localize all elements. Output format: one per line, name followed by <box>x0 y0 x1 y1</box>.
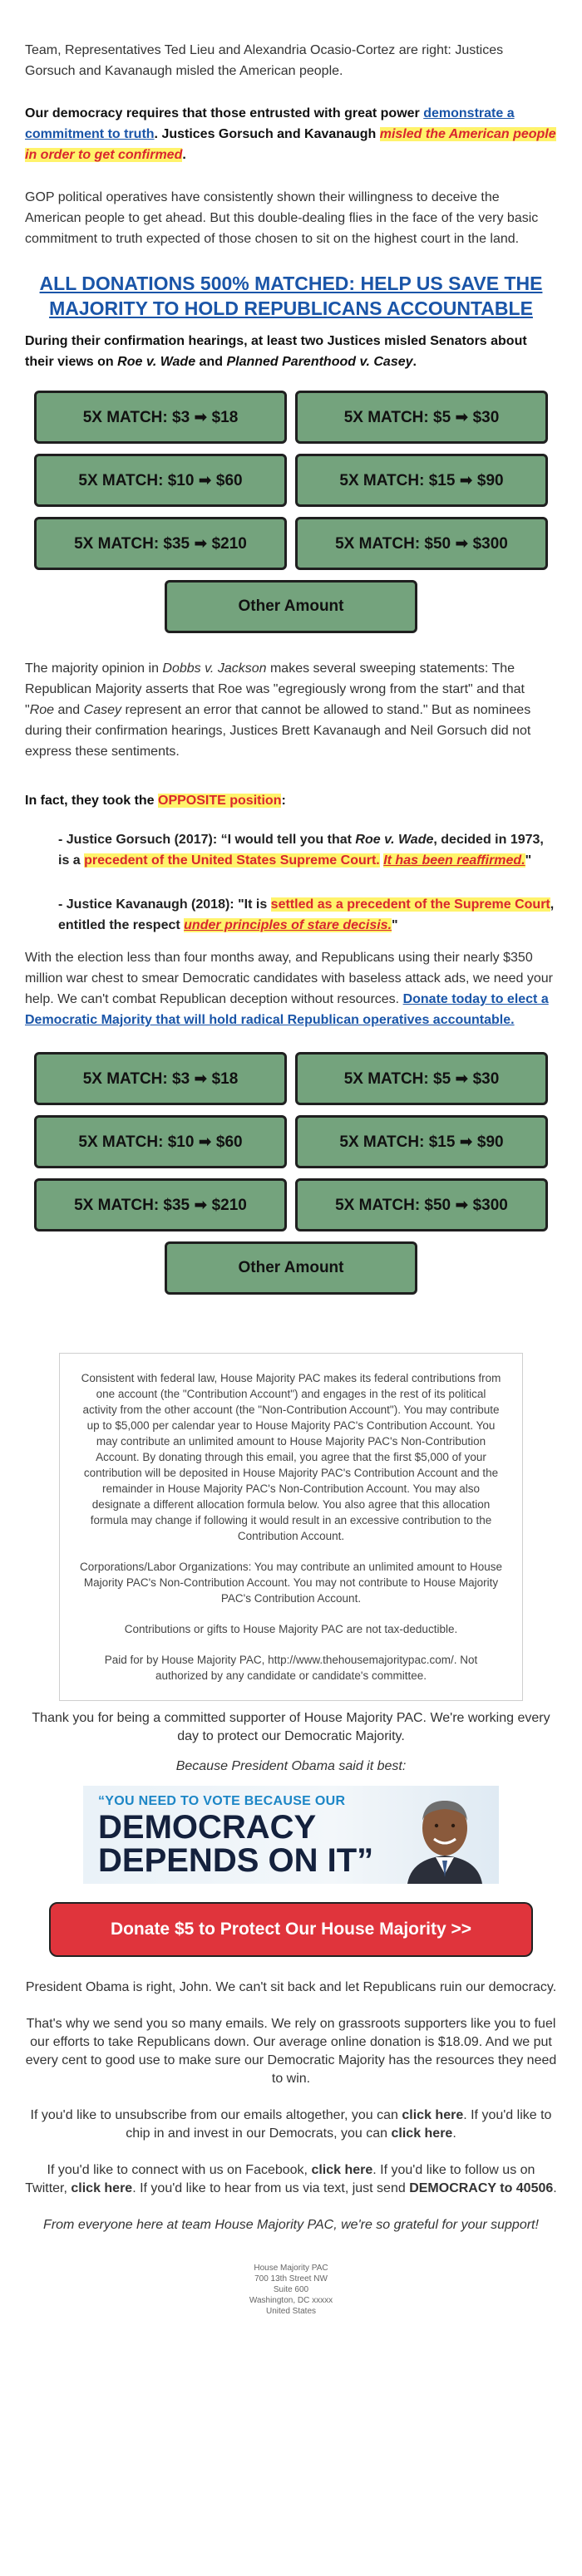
disclaimer-corporations: Corporations/Labor Organizations: You may contribute an unlimited amount to House Majority PAC's Non-Contribution Account. You may not contribute to House Majority PAC's Contribution Account. <box>79 1561 503 1605</box>
donate-3-button[interactable]: 5X MATCH: $3 ➡ $18 <box>34 1052 287 1105</box>
donate-50-button[interactable]: 5X MATCH: $50 ➡ $300 <box>295 1178 548 1231</box>
donate-10-button[interactable]: 5X MATCH: $10 ➡ $60 <box>34 454 287 507</box>
because-line: Because President Obama said it best: <box>175 1759 407 1773</box>
unsubscribe-link[interactable]: click here <box>402 2108 464 2122</box>
disclaimer-accounts: Consistent with federal law, House Majority PAC makes its federal contributions from one account (the "Contribution Account") and engages in the rest of its political activity from the other account (the "Non-Contribution Account"). You may contribute up to $5,000 per calendar year to House Majority PAC's Contribution Account. You may contribute an unlimited amount to House Majority PAC's Non-Contribution Account. By donating through this email, you agree that the first $5,000 of your contribution will be deposited in House Majority PAC's Contribution Account and the remainder in House Majority PAC's Non-Contribution Account. You may also designate a different allocation formula below. You also agree that this allocation formula may change if following it would result in an excessive contribution to the Contribution Account. <box>81 1372 501 1542</box>
unsubscribe-paragraph <box>25 2107 557 2143</box>
majority-paragraph <box>25 658 557 762</box>
address-line: Suite 600 <box>273 2285 309 2294</box>
unsub-text: . <box>452 2126 456 2141</box>
election-paragraph <box>25 947 557 1030</box>
truth-link[interactable]: demonstrate a commitment to truth <box>25 106 515 141</box>
during-paragraph <box>25 331 557 372</box>
during-text: and <box>195 355 227 369</box>
during-text: . <box>412 355 417 369</box>
donate-35-button[interactable]: 5X MATCH: $35 ➡ $210 <box>34 1178 287 1231</box>
quote-speaker: - Justice Kavanaugh (2018): <box>58 897 239 912</box>
stare-decisis-highlight: under principles of stare decisis. <box>184 918 392 932</box>
lead-text: . Justices Gorsuch and Kavanaugh <box>154 127 380 141</box>
donate-10-button[interactable]: 5X MATCH: $10 ➡ $60 <box>34 1115 287 1168</box>
settled-highlight: settled as a precedent of the Supreme Court <box>270 897 550 912</box>
email-body <box>25 0 557 2317</box>
donate-5-cta-button[interactable]: Donate $5 to Protect Our House Majority >> <box>49 1902 533 1957</box>
other-amount-button[interactable]: Other Amount <box>165 580 417 633</box>
why-paragraph: That's why we send you so many emails. We rely on grassroots supporters like you to fuel our efforts to take Republicans down. Our average online donation is $18.09. And we put every cent to good use to make sure our Democratic Majority has the resources they need to win. <box>25 2017 557 2086</box>
donate-5-button[interactable]: 5X MATCH: $5 ➡ $30 <box>295 1052 548 1105</box>
mailing-address <box>25 2263 557 2317</box>
address-line: House Majority PAC <box>254 2264 328 2273</box>
precedent-highlight: precedent of the United States Supreme Court. <box>84 853 380 868</box>
quote-text: "It is <box>238 897 271 912</box>
gorsuch-quote <box>58 829 557 871</box>
social-paragraph <box>25 2161 557 2198</box>
donate-15-button[interactable]: 5X MATCH: $15 ➡ $90 <box>295 454 548 507</box>
lead-text: . <box>182 148 186 162</box>
case-name: Planned Parenthood v. Casey <box>226 355 413 369</box>
match-headline-link[interactable]: ALL DONATIONS 500% MATCHED: HELP US SAVE THE MAJORITY TO HOLD REPUBLICANS ACCOUNTABLE <box>39 273 543 319</box>
disclaimer-paid-for: Paid for by House Majority PAC, http://www.thehousemajoritypac.com/. Not authorized by any candidate or candidate's committee. <box>104 1654 478 1682</box>
fact-text: : <box>281 794 286 808</box>
chip-in-link[interactable]: click here <box>391 2126 453 2141</box>
donate-15-button[interactable]: 5X MATCH: $15 ➡ $90 <box>295 1115 548 1168</box>
reaffirmed-highlight: It has been reaffirmed. <box>383 853 525 868</box>
banner-line-1: “YOU NEED TO VOTE BECAUSE OUR <box>98 1794 346 1808</box>
quote-text: , decided in 1973, is a <box>58 833 544 868</box>
case-name: Roe <box>29 703 55 717</box>
majority-text: makes several sweeping statements: The Republican Majority asserts that Roe was "egregiously wrong from the start" and that " <box>25 661 525 717</box>
disclaimer-tax: Contributions or gifts to House Majority PAC are not tax-deductible. <box>124 1623 458 1635</box>
banner-line-3: DEPENDS ON IT” <box>98 1842 374 1879</box>
text-code: DEMOCRACY to 40506 <box>409 2181 554 2195</box>
opposite-highlight: OPPOSITE position <box>158 794 282 808</box>
obama-right-paragraph: President Obama is right, John. We can't sit back and let Republicans ruin our democracy. <box>25 1980 557 1994</box>
majority-text: represent an error that cannot be allowed to stand." But as nominees during their confirmation hearings, Justices Brett Kavanaugh and Neil Gorsuch did not express these sentiments. <box>25 703 531 759</box>
legal-disclaimer <box>59 1353 523 1701</box>
during-text: During their confirmation hearings, at least two Justices misled Senators about their views on <box>25 334 527 369</box>
obama-portrait-image <box>399 1791 491 1884</box>
unsub-text: . If you'd like to chip in and invest in our Democrats, you can <box>126 2108 552 2141</box>
majority-text: The majority opinion in <box>25 661 163 676</box>
lead-paragraph <box>25 103 557 165</box>
twitter-link[interactable]: click here <box>71 2181 133 2195</box>
quote-text: " <box>525 853 532 868</box>
address-line: United States <box>265 2307 317 2316</box>
social-text: If you'd like to connect with us on Facebook, <box>47 2163 312 2177</box>
case-name: Casey <box>83 703 121 717</box>
case-name: Roe v. Wade <box>117 355 196 369</box>
banner-line-2: DEMOCRACY <box>98 1809 317 1846</box>
unsub-text: If you'd like to unsubscribe from our emails altogether, you can <box>30 2108 402 2122</box>
thanks-paragraph: Thank you for being a committed supporter of House Majority PAC. We're working every day to protect our Democratic Majority. <box>32 1711 550 1743</box>
intro-paragraph: Team, Representatives Ted Lieu and Alexandria Ocasio-Cortez are right: Justices Gorsuch and Kavanaugh misled the American people. <box>25 43 504 78</box>
quote-text: , entitled the respect <box>58 897 555 932</box>
obama-quote-banner[interactable] <box>83 1786 499 1884</box>
address-line: Washington, DC xxxxx <box>249 2296 333 2305</box>
banner-text <box>98 1794 373 1877</box>
signoff-paragraph: From everyone here at team House Majority PAC, we're so grateful for your support! <box>43 2218 539 2232</box>
case-name: Dobbs v. Jackson <box>162 661 267 676</box>
address-line: 700 13th Street NW <box>254 2274 328 2283</box>
donation-grid-2 <box>34 1052 548 1295</box>
donate-35-button[interactable]: 5X MATCH: $35 ➡ $210 <box>34 517 287 570</box>
social-text: . <box>553 2181 557 2195</box>
kavanaugh-quote <box>58 894 557 936</box>
case-name: Roe v. Wade <box>355 833 434 847</box>
quote-speaker: - Justice Gorsuch (2017): <box>58 833 221 847</box>
lead-text: Our democracy requires that those entrusted with great power <box>25 106 424 120</box>
gop-paragraph: GOP political operatives have consistently shown their willingness to deceive the American people to get ahead. But this double-dealing flies in the face of the very basic commitment to truth expected of those chosen to sit on the highest court in the land. <box>25 190 539 246</box>
donate-5-button[interactable]: 5X MATCH: $5 ➡ $30 <box>295 391 548 444</box>
quote-text: “I would tell you that <box>220 833 356 847</box>
social-text: . If you'd like to hear from us via text, just send <box>132 2181 410 2195</box>
donate-50-button[interactable]: 5X MATCH: $50 ➡ $300 <box>295 517 548 570</box>
social-text: . If you'd like to follow us on Twitter, <box>25 2163 535 2195</box>
quote-text: " <box>392 918 398 932</box>
donate-3-button[interactable]: 5X MATCH: $3 ➡ $18 <box>34 391 287 444</box>
majority-text: and <box>54 703 84 717</box>
facebook-link[interactable]: click here <box>311 2163 373 2177</box>
donation-grid-1 <box>34 391 548 633</box>
fact-paragraph <box>25 790 557 811</box>
other-amount-button[interactable]: Other Amount <box>165 1241 417 1295</box>
donate-today-link[interactable]: Donate today to elect a Democratic Majority that will hold radical Republican operatives accountable. <box>25 992 549 1027</box>
fact-text: In fact, they took the <box>25 794 159 808</box>
election-text: With the election less than four months away, and Republicans using their nearly $350 million war chest to smear Democratic candidates with baseless attack ads, we need your help. We can't combat Republican deception without resources. <box>25 951 553 1006</box>
misled-highlight: misled the American people in order to get confirmed <box>25 127 556 162</box>
